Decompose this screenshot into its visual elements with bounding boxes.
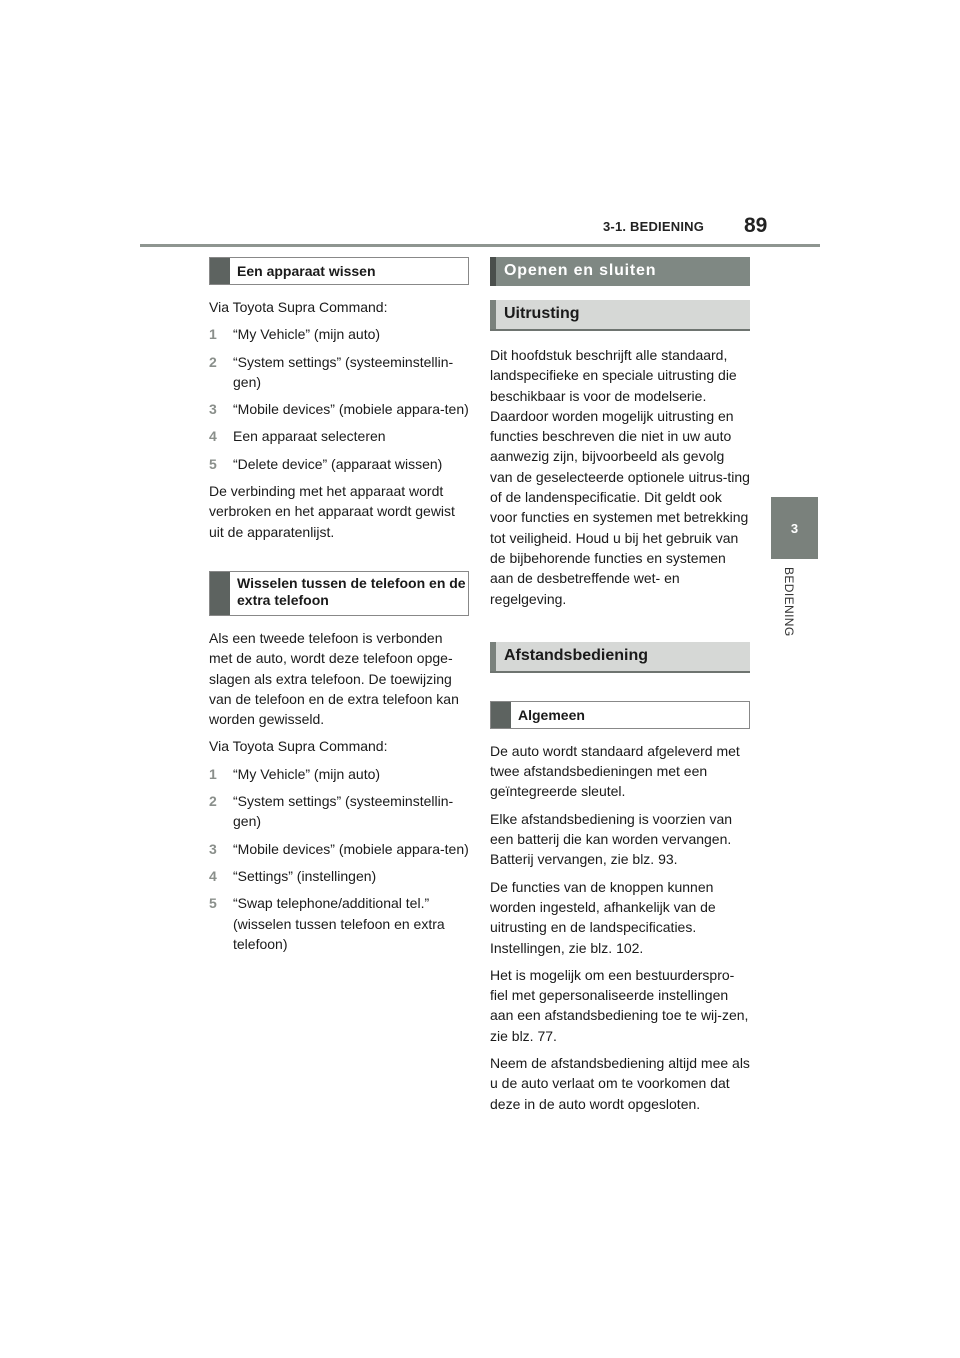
step-number: 1 xyxy=(209,326,217,343)
step-number: 2 xyxy=(209,353,217,370)
heading-text: Een apparaat wissen xyxy=(237,263,376,279)
heading-text: Wisselen tussen de telefoon en de extra telefoon xyxy=(237,574,466,609)
step-text: “Settings” (instellingen) xyxy=(233,867,377,884)
list-item xyxy=(209,893,469,954)
heading-text: Uitrusting xyxy=(504,305,580,322)
step-text: Een apparaat selecteren xyxy=(233,428,386,445)
paragraph: Als een tweede telefoon is verbonden met de auto, wordt deze telefoon opge-slagen als extra telefoon. De toewijzing van de telefoon en de extra telefoon kan worden gewisseld. xyxy=(209,629,459,728)
right-column xyxy=(490,257,750,1121)
step-number: 5 xyxy=(209,895,217,912)
step-number: 1 xyxy=(209,765,217,782)
via-command-text: Via Toyota Supra Command: xyxy=(209,738,388,755)
step-number: 2 xyxy=(209,793,217,810)
chapter-label: BEDIENING xyxy=(782,567,796,637)
header-rule xyxy=(140,244,820,247)
list-item xyxy=(209,866,469,886)
heading-remote-control xyxy=(490,642,750,673)
list-item xyxy=(209,399,469,419)
list-item xyxy=(209,839,469,859)
list-item xyxy=(209,454,469,474)
list-item xyxy=(209,426,469,446)
list-item xyxy=(209,352,469,393)
step-number: 5 xyxy=(209,455,217,472)
step-text: “Mobile devices” (mobiele appara-ten) xyxy=(233,401,469,418)
heading-text: Openen en sluiten xyxy=(504,262,657,279)
step-text: “Mobile devices” (mobiele appara-ten) xyxy=(233,840,469,857)
heading-swap-phone xyxy=(209,571,469,616)
heading-open-close xyxy=(490,257,750,286)
section-title: 3-1. BEDIENING xyxy=(603,219,705,234)
left-column xyxy=(209,257,469,961)
step-text: “Delete device” (apparaat wissen) xyxy=(233,455,443,472)
heading-equipment xyxy=(490,300,750,331)
step-number: 4 xyxy=(209,867,217,884)
step-text: “Swap telephone/additional tel.” (wisselen tussen telefoon en extra telefoon) xyxy=(233,895,445,952)
step-text: “System settings” (systeeminstellin-gen) xyxy=(233,793,454,830)
heading-text: Algemeen xyxy=(518,706,585,723)
page-number: 89 xyxy=(744,214,768,237)
via-command-text: Via Toyota Supra Command: xyxy=(209,299,388,315)
paragraph: De verbinding met het apparaat wordt verbroken en het apparaat wordt gewist uit de apparatenlijst. xyxy=(209,483,455,540)
paragraph: Het is mogelijk om een bestuurderspro-fiel met gepersonaliseerde instellingen aan een afstandsbediening toe te wij-zen, zie blz. 77. xyxy=(490,966,749,1044)
paragraph: Dit hoofdstuk beschrijft alle standaard, landspecifieke en speciale uitrusting die beschikbaar is voor de modelserie. Daardoor worden mogelijk uitrusting en functies beschreven die niet in uw auto aanwezig zijn, bijvoorbeeld als gevolg van de geselecteerde optionele uitrus-ting of de landenspecificatie. Dit geldt ook voor functies en systemen met betrekking tot veiligheid. Houd u bij het gebruik van de bijbehorende functies en systemen aan de desbetreffende wet- en regelgeving. xyxy=(490,347,750,607)
step-text: “My Vehicle” (mijn auto) xyxy=(233,765,381,782)
list-item xyxy=(209,791,469,832)
step-number: 3 xyxy=(209,401,217,418)
heading-general xyxy=(490,701,750,729)
paragraph: Neem de afstandsbediening altijd mee als u de auto verlaat om te voorkomen dat deze in de auto wordt opgesloten. xyxy=(490,1055,750,1112)
step-number: 3 xyxy=(209,840,217,857)
list-item xyxy=(209,764,469,784)
list-item xyxy=(209,324,469,344)
step-number: 4 xyxy=(209,428,217,445)
chapter-tab: 3 xyxy=(771,497,818,559)
paragraph: De auto wordt standaard afgeleverd met twee afstandsbedieningen met een geïntegreerde sleutel. xyxy=(490,742,740,800)
paragraph: Elke afstandsbediening is voorzien van een batterij die kan worden vervangen. Batterij vervangen, zie blz. 93. xyxy=(490,810,733,868)
step-text: “My Vehicle” (mijn auto) xyxy=(233,326,381,343)
heading-delete-device xyxy=(209,257,469,285)
paragraph: De functies van de knoppen kunnen worden ingesteld, afhankelijk van de uitrusting en de landspecificaties. Instellingen, zie blz. 102. xyxy=(490,878,716,956)
step-text: “System settings” (systeeminstellin-gen) xyxy=(233,353,454,390)
heading-text: Afstandsbediening xyxy=(504,646,649,664)
